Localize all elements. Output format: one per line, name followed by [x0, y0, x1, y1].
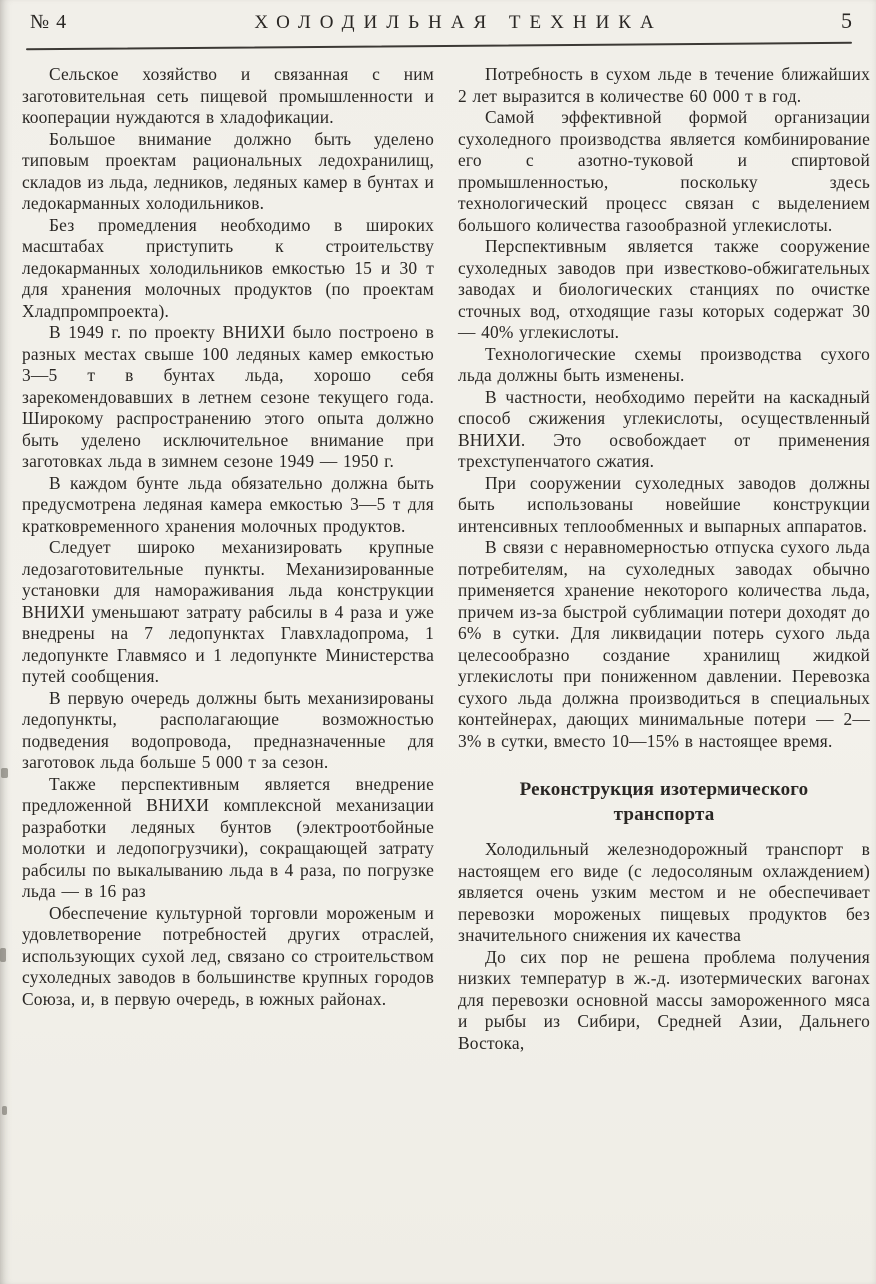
paragraph: Большое внимание должно быть уделено типовым проектам рациональных ледохранилищ, складов из льда, ледников, ледяных камер в бунтах и ледокарманных холодильников. — [22, 128, 434, 213]
paragraph: В частности, необходимо перейти на каскадный способ сжижения углекислоты, осуществленный ВНИХИ. Это освобождает от применения трехступенчатого сжатия. — [458, 386, 870, 471]
paragraph: Технологические схемы производства сухого льда должны быть изменены. — [458, 343, 870, 385]
paragraph: Также перспективным является внедрение предложенной ВНИХИ комплексной механизации разработки ледяных бунтов (электроотбойные молотки и ледопогрузчики), сокращающей затрату рабсилы по выкалыванию льда в 4 раза, по погрузке льда — в 16 раз — [22, 773, 434, 901]
page-number: 5 — [841, 8, 852, 33]
paragraph: В первую очередь должны быть механизированы ледопункты, располагающие возможностью подведения водопровода, предназначенные для заготовок льда больше 5 000 т за сезон. — [22, 687, 434, 772]
scan-artifact — [0, 948, 6, 962]
left-column — [22, 64, 434, 1054]
paragraph: В 1949 г. по проекту ВНИХИ было построено в разных местах свыше 100 ледяных камер емкостью 3—5 т в бунтах льда, хорошо себя зарекомендовавших в летнем сезоне текущего года. Широкому распространению этого опыта должно быть уделено исключительное внимание при заготовках льда в зимнем сезоне 1949 — 1950 г. — [22, 322, 434, 471]
page-header — [30, 8, 852, 34]
journal-title: ХОЛОДИЛЬНАЯ ТЕХНИКА — [254, 12, 663, 33]
scan-artifact — [2, 1106, 7, 1115]
text-columns — [22, 64, 870, 1054]
paragraph: Сельское хозяйство и связанная с ним заготовительная сеть пищевой промышленности и кооперации нуждаются в хладофикации. — [22, 64, 434, 127]
paragraph: Потребность в сухом льде в течение ближайших 2 лет выразится в количестве 60 000 т в год. — [458, 64, 870, 106]
paragraph: В связи с неравномерностью отпуска сухого льда потребителям, на сухоледных заводах обычно применяется хранение некоторого количества льда, причем из-за быстрой сублимации потери доходят до 6% в сутки. Для ликвидации потерь сухого льда целесообразно создание хранилищ жидкой углекислоты при пониженном давлении. Перевозка сухого льда должна производиться в специальных контейнерах, дающих минимальные потери — 2—3% в сутки, вместо 10—15% в настоящее время. — [458, 537, 870, 751]
paragraph: Обеспечение культурной торговли мороженым и удовлетворение потребностей других отраслей, использующих сухой лед, связано со строительством сухоледных заводов в большинстве крупных городов Союза, и, в первую очередь, в южных районах. — [22, 902, 434, 1009]
issue-number: № 4 — [30, 11, 68, 33]
paragraph: До сих пор не решена проблема получения низких температур в ж.-д. изотермических вагонах для перевозки основной массы замороженного мяса и рыбы из Сибири, Средней Азии, Дальнего Востока, — [458, 946, 870, 1053]
paragraph: В каждом бунте льда обязательно должна быть предусмотрена ледяная камера емкостью 3—5 т для кратковременного хранения молочных продуктов. — [22, 472, 434, 536]
scan-artifact — [1, 768, 8, 778]
paragraph: Перспективным является также сооружение сухоледных заводов при известково-обжигательных заводах и биологических станциях по очистке сточных вод, отходящие газы которых содержат 30 — 40% углекислоты. — [458, 236, 870, 342]
header-rule — [26, 42, 852, 50]
paragraph: При сооружении сухоледных заводов должны быть использованы новейшие конструкции интенсивных теплообменных и выпарных аппаратов. — [458, 472, 870, 536]
paragraph: Без промедления необходимо в широких масштабах приступить к строительству ледокарманных холодильников емкостью 15 и 30 т для хранения молочных продуктов (по проектам Хладпромпроекта). — [22, 214, 434, 321]
paragraph: Следует широко механизировать крупные ледозаготовительные пункты. Механизированные установки для намораживания льда конструкции ВНИХИ уменьшают затрату рабсилы в 4 раза и уже внедрены на 7 ледопунктах Главхладопрома, 1 ледопункте Главмясо и 1 ледопункте Министерства путей сообщения. — [22, 537, 434, 686]
section-heading: Реконструкция изотермического транспорта — [519, 779, 809, 825]
paragraph: Холодильный железнодорожный транспорт в настоящем его виде (с ледосоляным охлаждением) является очень узким местом и не обеспечивает перевозки мороженых пищевых продуктов без значительного снижения их качества — [458, 839, 870, 945]
right-column — [458, 64, 870, 1054]
paragraph: Самой эффективной формой организации сухоледного производства является комбинирование его с азотно-туковой и спиртовой промышленностью, поскольку здесь технологический процесс связан с выделением большого количества газообразной углекислоты. — [458, 107, 870, 235]
